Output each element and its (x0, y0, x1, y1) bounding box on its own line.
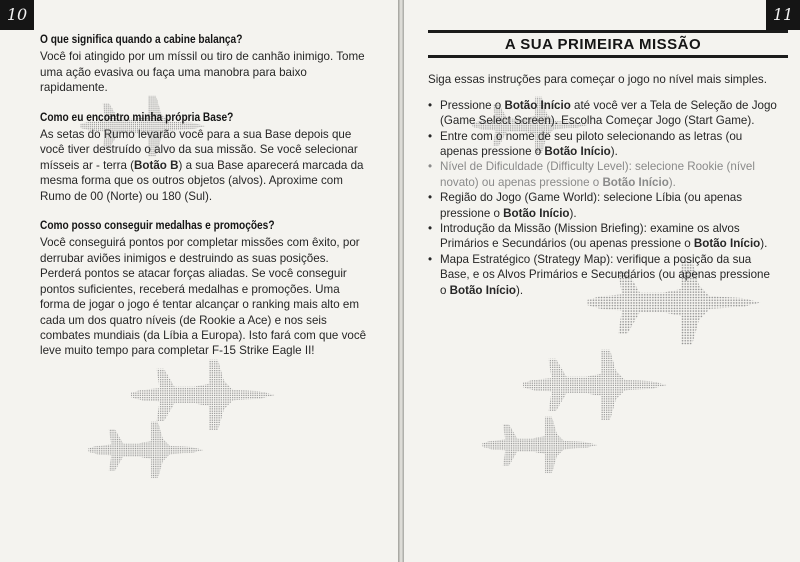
section-body: As setas do Rumo levarão você para a sua Base depois que você tiver destruído o alvo da sua missão. Se você selecionar mísseis ar - terra (Botão B) a sua Base aparecerá marcada da mesma forma que os outros objetos (alvos). Aproxime com Rumo de 00 (Norte) ou 180 (Sul). (40, 128, 364, 203)
page-title: A SUA PRIMEIRA MISSÃO (504, 36, 702, 53)
fighter-jet-icon (86, 415, 206, 485)
list-item: • Mapa Estratégico (Strategy Map): verifique a posição da sua Base, e os Alvos Primários e Secundários (ou apenas pressione o Botão Início). (428, 252, 770, 297)
left-page (0, 0, 398, 562)
bullet: • (428, 160, 433, 174)
bullet: • (428, 252, 433, 266)
bullet: • (428, 222, 433, 236)
list-item: • Entre com o nome de seu piloto selecionando as letras (ou apenas pressione o Botão Início). (428, 129, 743, 159)
title-rule (428, 55, 788, 58)
page-number-tab: 11 (766, 0, 800, 30)
bullet: • (428, 98, 433, 112)
list-item: • Introdução da Missão (Mission Briefing): examine os alvos Primários e Secundários (ou apenas pressione o Botão Início). (428, 222, 768, 251)
right-page (404, 0, 800, 562)
section-heading: Como posso conseguir medalhas e promoções? (40, 218, 275, 233)
bullet: • (428, 129, 433, 143)
section-body: Você foi atingido por um míssil ou tiro de canhão inimigo. Tome uma ação evasiva ou faça uma manobra para baixo rapidamente. (40, 50, 365, 95)
section-heading: Como eu encontro minha própria Base? (40, 109, 234, 124)
section-heading: O que significa quando a cabine balança? (40, 32, 243, 46)
instruction-list (428, 98, 778, 298)
page-number-tab: 10 (0, 0, 34, 30)
bullet: • (428, 191, 433, 205)
title-rule (428, 30, 788, 33)
right-column (428, 30, 778, 298)
list-item: • Pressione o Botão Início até você ver a Tela de Seleção de Jogo (Game Select Screen). Escolha Começar Jogo (Start Game). (428, 98, 777, 128)
list-item: • Região do Jogo (Game World): selecione Líbia (ou apenas pressione o Botão Início). (428, 191, 743, 220)
fighter-jet-icon (480, 410, 600, 480)
intro-text: Siga essas instruções para começar o jogo no nível mais simples. (428, 73, 767, 87)
left-column (40, 32, 370, 359)
list-item: • Nível de Dificuldade (Difficulty Level): selecione Rookie (nível novato) ou apenas pressione o Botão Início). (428, 160, 755, 189)
section-body: Você conseguirá pontos por completar missões com êxito, por derrubar aviões inimigos e destruindo as suas posições. Perderá pontos se atacar forças aliadas. Se você conseguir pontos suficientes, receberá medalhas e promoções. Uma forma de jogar o jogo é tentar alcançar o ranking mais alto em cada um dos quatro níveis (de Rookie a Ace) e nos seis combates mundiais (da Líbia a Europa). Isto fará com que você leve muito tempo para completar F-15 Strike Eagle II! (40, 236, 367, 358)
